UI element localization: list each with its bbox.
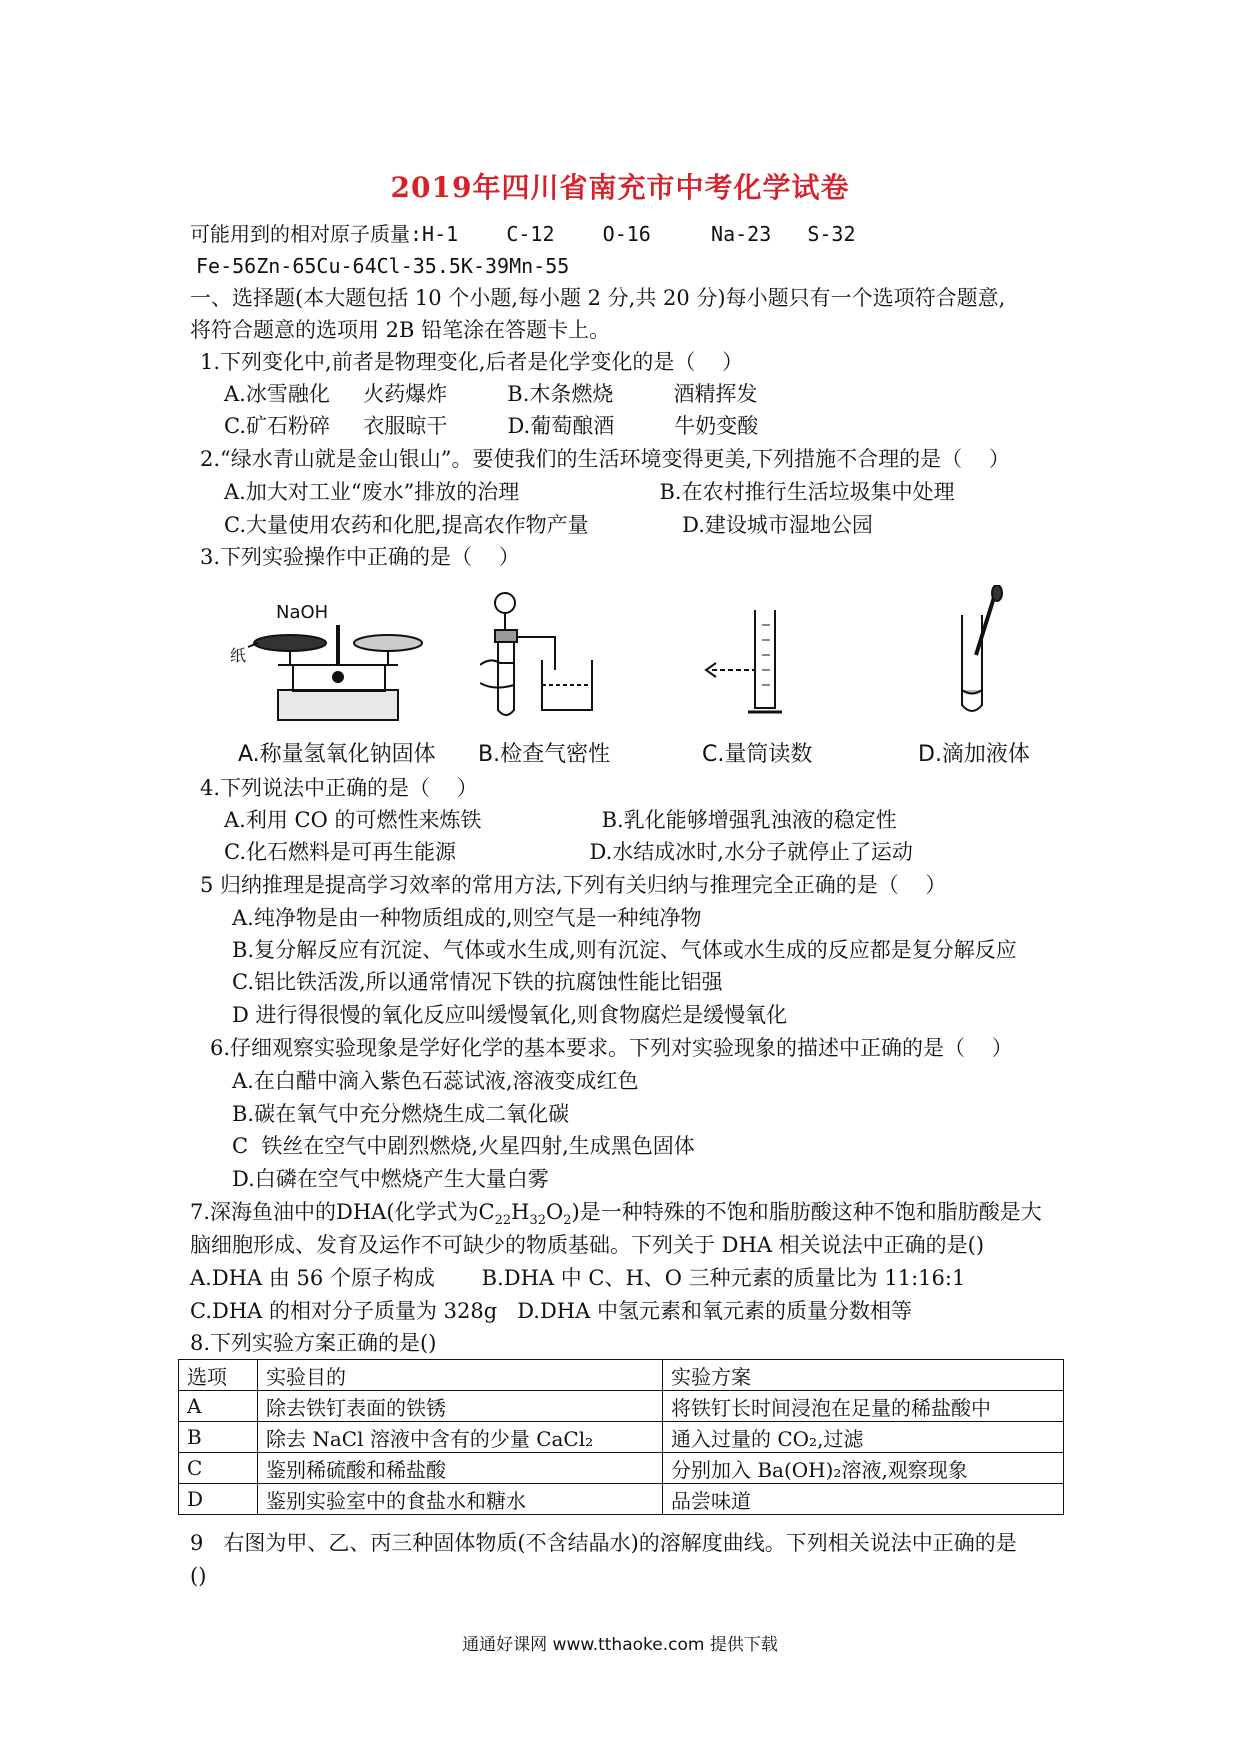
q2-stem: 2.“绿水青山就是金山银山”。要使我们的生活环境变得更美,下列措施不合理的是（ ） — [200, 447, 1010, 471]
q4-options-row2: C.化石燃料是可再生能源 D.水结成冰时,水分子就停止了运动 — [224, 840, 913, 864]
q4-stem: 4.下列说法中正确的是（ ） — [200, 776, 478, 800]
row-goal: 除去铁钉表面的铁锈 — [258, 1391, 663, 1422]
dropper-figure — [940, 585, 1020, 725]
q6-option-a: A.在白醋中滴入紫色石蕊试液,溶液变成红色 — [232, 1069, 639, 1093]
table-row — [179, 1422, 1064, 1453]
q5-option-b: B.复分解反应有沉淀、气体或水生成,则有沉淀、气体或水生成的反应都是复分解反应 — [232, 938, 1017, 962]
q7-options-row2: C.DHA 的相对分子质量为 328g D.DHA 中氢元素和氧元素的质量分数相等 — [190, 1299, 912, 1323]
table-row — [179, 1453, 1064, 1484]
q7-stem-line2: 脑细胞形成、发育及运作不可缺少的物质基础。下列关于 DHA 相关说法中正确的是() — [190, 1233, 985, 1257]
q5-option-a: A.纯净物是由一种物质组成的,则空气是一种纯净物 — [232, 906, 702, 930]
q5-option-c: C.铝比铁活泼,所以通常情况下铁的抗腐蚀性能比铝强 — [232, 970, 723, 994]
q2-options-row1: A.加大对工业“废水”排放的治理 B.在农村推行生活垃圾集中处理 — [224, 480, 955, 504]
q1-stem: 1.下列变化中,前者是物理变化,后者是化学变化的是（ ） — [200, 350, 744, 374]
header-goal: 实验目的 — [258, 1360, 663, 1391]
footer-source: 通通好课网 www.tthaoke.com 提供下载 — [462, 1635, 778, 1655]
naoh-label: NaOH — [276, 602, 329, 623]
q5-option-d: D 进行得很慢的氧化反应叫缓慢氧化,则食物腐烂是缓慢氧化 — [232, 1003, 788, 1027]
q4-options-row1: A.利用 CO 的可燃性来炼铁 B.乳化能够增强乳浊液的稳定性 — [224, 808, 897, 832]
q7-stem: 7.深海鱼油中的DHA(化学式为$C_{22}H_{32}O_2$)是一种特殊的不饱和脂肪酸这种不饱和脂肪酸是大 — [190, 1200, 1042, 1229]
q3-stem: 3.下列实验操作中正确的是（ ） — [200, 545, 520, 569]
q7-options-row1: A.DHA 由 56 个原子构成 B.DHA 中 C、H、O 三种元素的质量比为 11:16:1 — [190, 1266, 966, 1290]
q9-stem-line2: () — [190, 1564, 207, 1588]
q1-options-row2: C.矿石粉碎 衣服晾干 D.葡萄酿酒 牛奶变酸 — [224, 414, 759, 438]
q3-option-a: A.称量氢氧化钠固体 — [238, 742, 436, 767]
q6-stem: 6.仔细观察实验现象是学好化学的基本要求。下列对实验现象的描述中正确的是（ ） — [210, 1036, 1013, 1060]
table-row — [179, 1484, 1064, 1515]
airtightness-figure — [480, 585, 610, 725]
header-plan: 实验方案 — [663, 1360, 1064, 1391]
q9-stem: 9 右图为甲、乙、丙三种固体物质(不含结晶水)的溶解度曲线。下列相关说法中正确的是 — [190, 1531, 1017, 1555]
q2-options-row2: C.大量使用农药和化肥,提高农作物产量 D.建设城市湿地公园 — [224, 513, 873, 537]
row-plan: 分别加入 Ba(OH)₂溶液,观察现象 — [663, 1453, 1064, 1484]
section-heading: 一、选择题(本大题包括 10 个小题,每小题 2 分,共 20 分)每小题只有一个选项符合题意, — [190, 286, 1006, 310]
q3-option-c: C.量筒读数 — [702, 742, 813, 767]
header-option: 选项 — [179, 1360, 258, 1391]
page-title: 2019年四川省南充市中考化学试卷 — [390, 171, 850, 204]
row-plan: 通入过量的 CO₂,过滤 — [663, 1422, 1064, 1453]
row-option: A — [179, 1391, 258, 1422]
row-plan: 品尝味道 — [663, 1484, 1064, 1515]
q6-option-b: B.碳在氧气中充分燃烧生成二氧化碳 — [232, 1102, 570, 1126]
row-goal: 鉴别稀硫酸和稀盐酸 — [258, 1453, 663, 1484]
q3-option-d: D.滴加液体 — [918, 742, 1030, 767]
q6-option-c: C 铁丝在空气中剧烈燃烧,火星四射,生成黑色固体 — [232, 1134, 695, 1158]
row-goal: 鉴别实验室中的食盐水和糖水 — [258, 1484, 663, 1515]
paper-label: 纸 — [230, 646, 247, 665]
balance-figure — [238, 595, 428, 725]
row-option: C — [179, 1453, 258, 1484]
q1-options-row1: A.冰雪融化 火药爆炸 B.木条燃烧 酒精挥发 — [224, 382, 758, 406]
q8-table — [178, 1359, 1064, 1515]
row-option: D — [179, 1484, 258, 1515]
atomic-masses-line2: Fe-56Zn-65Cu-64Cl-35.5K-39Mn-55 — [196, 254, 570, 278]
table-header-row — [179, 1360, 1064, 1391]
q3-option-b: B.检查气密性 — [478, 742, 611, 767]
atomic-masses-line1: 可能用到的相对原子质量:H-1 C-12 O-16 Na-23 S-32 — [190, 222, 856, 246]
row-option: B — [179, 1422, 258, 1453]
table-row — [179, 1391, 1064, 1422]
row-plan: 将铁钉长时间浸泡在足量的稀盐酸中 — [663, 1391, 1064, 1422]
cylinder-figure — [700, 600, 790, 720]
section-instruction: 将符合题意的选项用 2B 铅笔涂在答题卡上。 — [190, 318, 611, 342]
q5-stem: 5 归纳推理是提高学习效率的常用方法,下列有关归纳与推理完全正确的是（ ） — [200, 873, 947, 897]
q6-option-d: D.白磷在空气中燃烧产生大量白雾 — [232, 1167, 549, 1191]
q8-stem: 8.下列实验方案正确的是() — [190, 1331, 437, 1355]
row-goal: 除去 NaCl 溶液中含有的少量 CaCl₂ — [258, 1422, 663, 1453]
